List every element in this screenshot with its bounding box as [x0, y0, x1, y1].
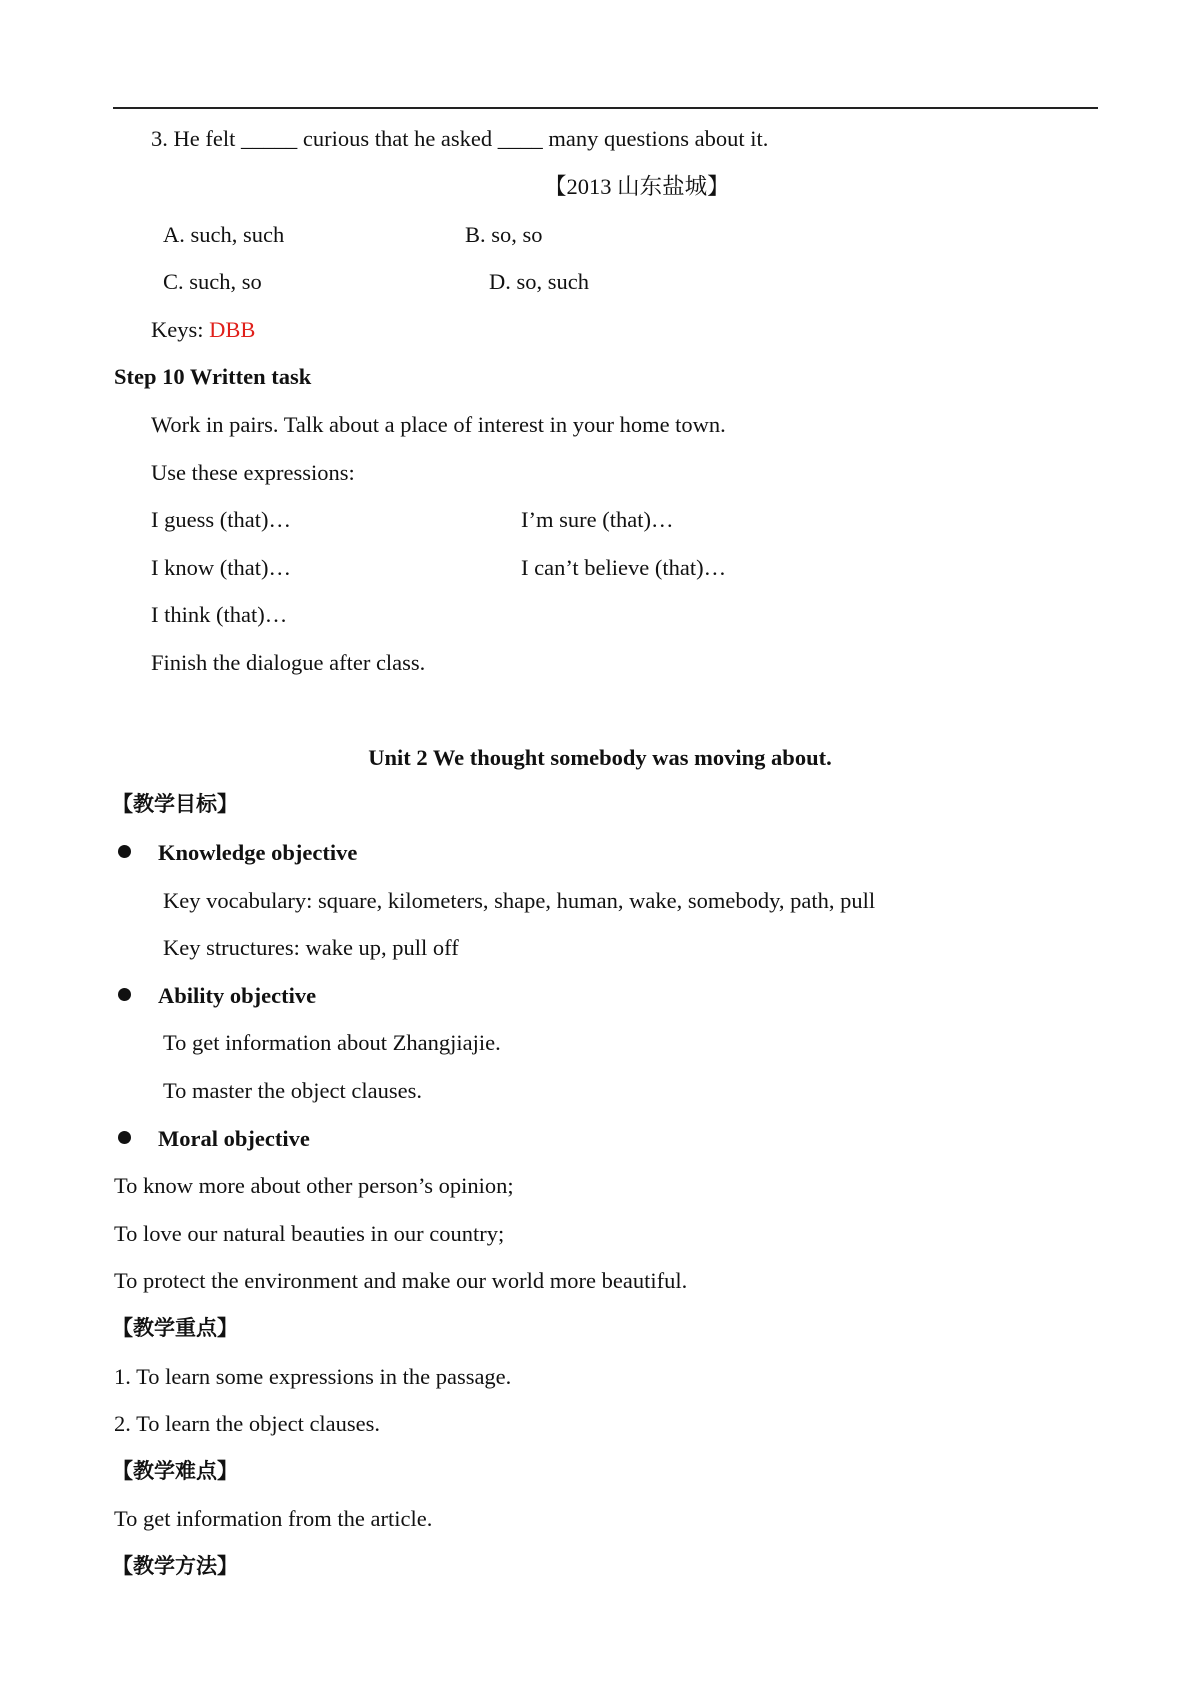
- step10-title: Step 10 Written task: [114, 364, 312, 389]
- bullet-icon: [118, 988, 131, 1001]
- bullet-icon: [118, 1131, 131, 1144]
- step10-closing: Finish the dialogue after class.: [151, 650, 426, 675]
- key-structures: Key structures: wake up, pull off: [163, 935, 459, 960]
- step10-line-1: Work in pairs. Talk about a place of interest in your home town.: [151, 412, 726, 437]
- unit2-title: Unit 2 We thought somebody was moving about.: [368, 745, 832, 770]
- answer-keys: [151, 319, 255, 342]
- answer-keys-value: DBB: [209, 317, 256, 342]
- header-rule: [113, 107, 1098, 109]
- option-a: A. such, such: [163, 222, 285, 247]
- step10-line-2: Use these expressions:: [151, 460, 355, 485]
- knowledge-objective-title: Knowledge objective: [158, 840, 358, 865]
- expression-think: I think (that)…: [151, 602, 288, 627]
- expression-know: I know (that)…: [151, 555, 291, 580]
- key-point-2: 2. To learn the object clauses.: [114, 1411, 381, 1436]
- key-vocabulary: Key vocabulary: square, kilometers, shape, human, wake, somebody, path, pull: [163, 888, 876, 913]
- difficulties-heading: 【教学难点】: [112, 1459, 238, 1483]
- bullet-icon: [118, 845, 131, 858]
- objectives-heading: 【教学目标】: [112, 792, 238, 816]
- answer-keys-label: Keys:: [151, 317, 210, 342]
- option-b: B. so, so: [465, 222, 543, 247]
- question-stem: 3. He felt _____ curious that he asked ____ many questions about it.: [151, 126, 769, 151]
- expression-believe: I can’t believe (that)…: [521, 555, 727, 580]
- option-d: D. so, such: [489, 269, 589, 294]
- moral-line-1: To know more about other person’s opinion;: [114, 1173, 514, 1198]
- moral-line-3: To protect the environment and make our world more beautiful.: [114, 1268, 688, 1293]
- expression-guess: I guess (that)…: [151, 507, 291, 532]
- difficulty-1: To get information from the article.: [114, 1506, 433, 1531]
- option-c: C. such, so: [163, 269, 262, 294]
- methods-heading: 【教学方法】: [112, 1554, 238, 1578]
- ability-line-1: To get information about Zhangjiajie.: [163, 1030, 501, 1055]
- moral-objective-title: Moral objective: [158, 1126, 310, 1151]
- expression-sure: I’m sure (that)…: [521, 507, 674, 532]
- ability-objective-title: Ability objective: [158, 983, 317, 1008]
- question-source: 【2013 山东盐城】: [544, 174, 730, 199]
- key-points-heading: 【教学重点】: [112, 1316, 238, 1340]
- moral-line-2: To love our natural beauties in our country;: [114, 1221, 505, 1246]
- ability-line-2: To master the object clauses.: [163, 1078, 422, 1103]
- key-point-1: 1. To learn some expressions in the passage.: [114, 1364, 512, 1389]
